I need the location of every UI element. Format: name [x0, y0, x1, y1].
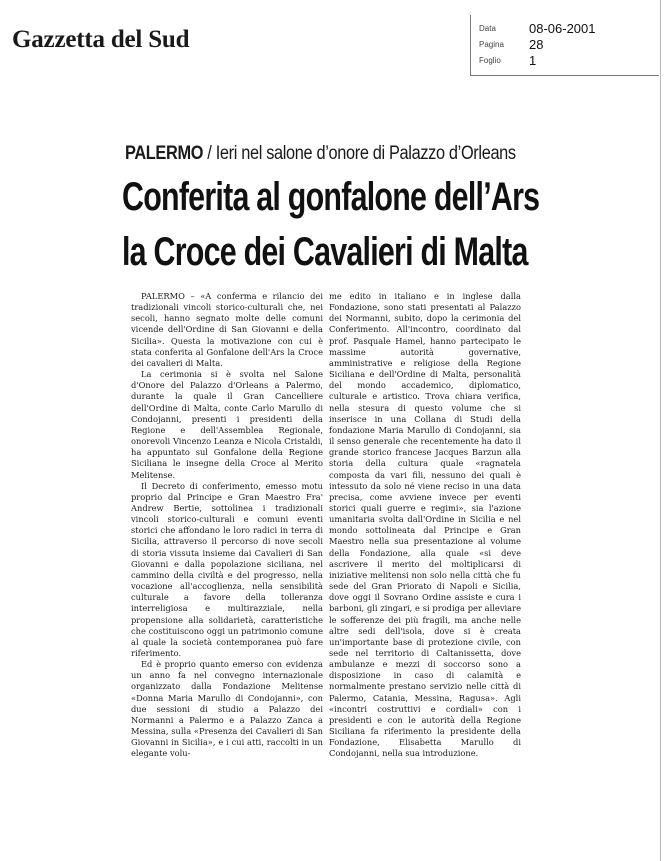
meta-date-label: Data [479, 24, 496, 33]
article-paragraph: PALERMO – «A conferma e rilancio dei tradizionali vincoli storico-culturali che, nei secoli, hanno segnato molte delle comuni vicende dell'Ordine di San Giovanni e della Sicilia». Questa la motivazione con cui è stata conferita al Gonfalone dell'Ars la Croce dei cavalieri di Malta. [131, 291, 323, 368]
clipping-meta-box [470, 15, 659, 76]
kicker-place: PALERMO [125, 143, 204, 164]
meta-date-row [479, 21, 659, 37]
meta-sheet-label: Foglio [479, 56, 501, 65]
article-kicker [125, 143, 516, 165]
article-paragraph: me edito in italiano e in inglese dalla Fondazione, sono stati presentati al Palazzo dei Normanni, subito, dopo la cerimonia del Conferimento. All'incontro, coordinato dal prof. Pasquale Hamel, hanno partecipato le massime autorità governative, amministrative e religiose della Regione Siciliana e dell'Ordine di Malta, personalità del mondo accademico, diplomatico, culturale e artistico. Trova chiara verifica, nella stesura di questo volume che si inserisce in una Collana di Studi della fondazione Maria Marullo di Condojanni, sia il senso generale che recentemente ha dato il grande storico francese Jacques Barzun alla storia della cultura quale «ragnatela composta da vari fili, nessuno dei quali è intessuto da solo né viene reciso in una data precisa, come avviene invece per eventi storici quali guerre e regimi», sia l'azione umanitaria svolta dall'Ordine in Sicilia e nel mondo sottolineata dal Principe e Gran Maestro nella sua presentazione al volume della Fondazione, alla quale «si deve ascrivere il merito del moltiplicarsi di iniziative melitensi non solo nella città che fu sede del Gran Priorato di Napoli e Sicilia, dove oggi il Sovrano Ordine assiste e cura i barboni, gli zingari, e si prodiga per alleviare le sofferenze dei più fragili, ma anche nelle altre sedi dell'isola, dove si è creata un'importante base di protezione civile, con sede nel territorio di Caltanissetta, dove ambulanze e mezzi di soccorso sono a disposizione in caso di calamità e normalmente prestano servizio nelle città di Palermo, Catania, Messina, Ragusa». Agli «incontri costruttivi e cordiali» con i presidenti e con le autorità della Regione Siciliana fa riferimento la presidente della Fondazione, Elisabetta Marullo di Condojanni, nella sua introduzione. [329, 291, 521, 759]
headline-line-1: Conferita al gonfalone dell’Ars [122, 175, 540, 219]
meta-page-value: 28 [529, 37, 544, 52]
page-edge-rule [660, 0, 661, 861]
article-paragraph: La cerimonia si è svolta nel Salone d'Onore del Palazzo d'Orleans a Palermo, durante la quale il Gran Cancelliere dell'Ordine di Malta, conte Carlo Marullo di Condojanni, presenti i presidenti della Regione e dell'Assemblea Regionale, onorevoli Vincenzo Leanza e Nicola Cristaldi, ha appuntato sul Gonfalone della Regione Siciliana le insegne della Croce al Merito Melitense. [131, 369, 323, 480]
headline-line-2: la Croce dei Cavalieri di Malta [122, 230, 528, 274]
kicker-text: Ieri nel salone d’onore di Palazzo d’Orleans [215, 143, 516, 164]
article-column-1 [131, 291, 323, 760]
meta-date-value: 08-06-2001 [529, 21, 596, 36]
meta-page-row [479, 37, 659, 53]
masthead-name: Gazzetta del Sud [12, 26, 190, 53]
article-paragraph: Il Decreto di conferimento, emesso motu proprio dal Principe e Gran Maestro Fra' Andrew Bertie, sottolinea i tradizionali vincoli storico-culturali e comuni eventi storici che affondano le loro radici in terra di Sicilia, attraverso il percorso di nove secoli di storia vissuta insieme dai Cavalieri di San Giovanni e dalla popolazione siciliana, nel cammino della civiltà e del progresso, nella vocazione all'accoglienza, nella sensibilità culturale a favore della tolleranza interreligiosa e multirazziale, nella propensione alla solidarietà, caratteristiche che costituiscono oggi un patrimonio comune al quale la società contemporanea può fare riferimento. [131, 480, 323, 658]
meta-sheet-row [479, 53, 659, 69]
meta-page-label: Pagina [479, 40, 504, 49]
kicker-separator: / [207, 143, 212, 164]
article-paragraph: Ed è proprio quanto emerso con evidenza un anno fa nel convegno internazionale organizzato dalla Fondazione Melitense «Donna Maria Marullo di Condojanni», con due sessioni di studio a Palazzo dei Normanni a Palermo e a Palazzo Zanca a Messina, sulla «Presenza dei Cavalieri di San Giovanni in Sicilia», e i cui atti, raccolti in un elegante volu- [131, 659, 323, 759]
meta-sheet-value: 1 [529, 53, 537, 68]
article-column-2 [329, 291, 521, 760]
